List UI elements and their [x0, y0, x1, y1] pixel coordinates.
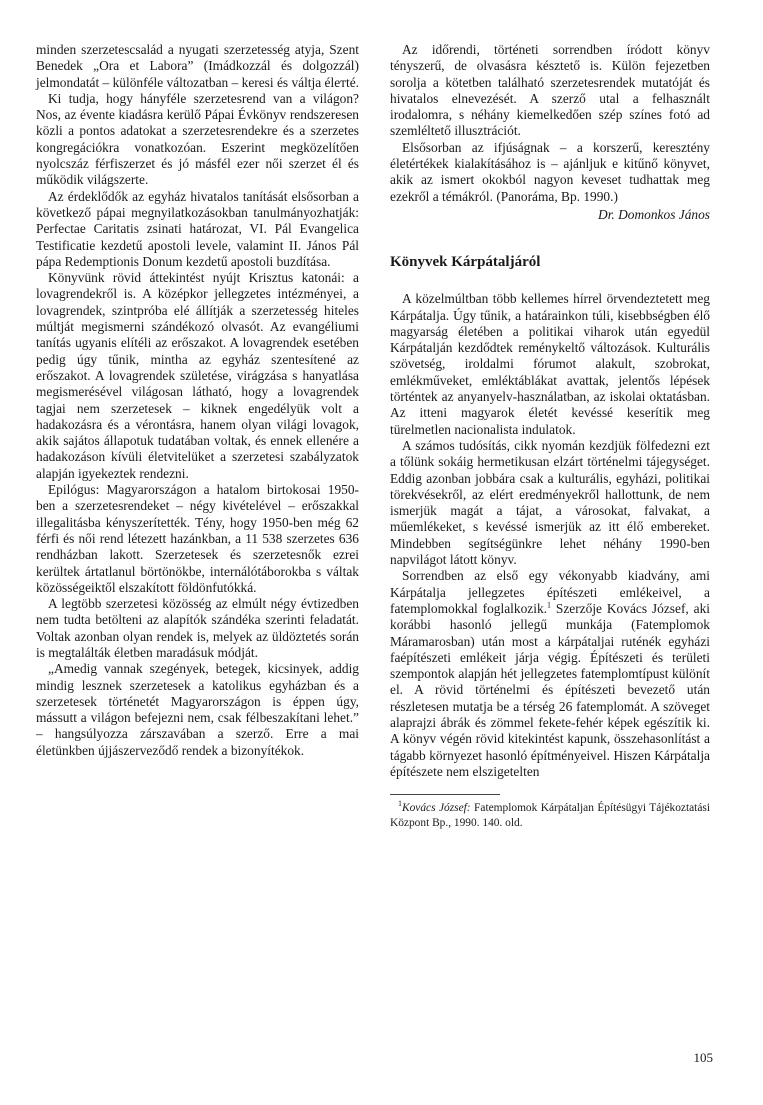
- footnote-number: 1: [398, 799, 402, 809]
- right-paragraph-1: Az időrendi, történeti sorrendben íródott könyv tényszerű, de olvasásra késztető is. Külön fejezetben sorolja a kötetben található szerzetesrendek mutatóját és hivatalos elnevezését. A szerző utal a felhasznált irodalomra, s néhány kiemelkedően szép színes fotó ad szemléltető illusztrációt.: [390, 42, 710, 139]
- right-paragraph-2: Elsősorban az ifjúságnak – a korszerű, keresztény életértékek kialakításához is – ajánljuk e kitűnő könyvet, akik az ismert okokból nagyon keveset tudhattak meg ezekről a témákról. (Panoráma, Bp. 1990.): [390, 139, 710, 204]
- left-paragraph-4: Könyvünk rövid áttekintést nyújt Krisztus katonái: a lovagrendekről is. A középkor jellegzetes intézményei, a lovagrendek, szintpróba elé állítják a szerzetesség hiteles múltját megismerni szándékozó olvasót. Az evangéliumi tanítás ugyanis elítéli az erőszakot. A lovagrendek esetében pedig úgy tűnik, mintha az egyház szentesítené az erőszakot. A lovagrendek születése, virágzása s hanyatlása megismerésével világosan látható, hogy a lovagrendek tagjai nem szerzetesek – kiknek engedélyük volt a hadakozásra és a vérontásra, hanem olyan világi lovagok, akik sajátos állapotuk tudatában voltak, és ennek ellenére a hadakozáson kívüli életvitelüket a szerzetesi szabályzatok alapján igyekeztek rendezni.: [36, 270, 359, 481]
- left-column: [36, 42, 359, 759]
- review-signature: Dr. Domonkos János: [598, 206, 710, 222]
- left-paragraph-1: minden szerzetescsalád a nyugati szerzetesség atyja, Szent Benedek „Ora et Labora” (Imádkozzál és dolgozzál) jelmondatát – különféle változatban – keresi és váltja élетté.: [36, 42, 360, 90]
- right-column: [390, 42, 710, 830]
- right-paragraph-3: A közelmúltban több kellemes hírrel örvendeztetett meg Kárpátalja. Úgy tűnik, a határainkon túli, kisebbségben élő magyarság életében a politikai viharok után egyedül Kárpátalján kezdődtek reménykeltő változások. Kulturális szövetség, iroldalmi fórumot alakult, szobrokat, emlékműveket, emléktáblákat avattak, jelentős lépések történtek az anyanyelv-használatban, az iskolai oktatásban. Az itteni magyarok életét kevéssé keserítik meg türelmetlen nacionalista indulatok.: [390, 291, 710, 437]
- left-paragraph-3: Az érdeklődők az egyház hivatalos tanítását elsősorban a következő pápai megnyilatkozásokban tanulmányozhatják: Perfectae Caritatis zsinati határozat, VI. Pál Evangelica Testificatie kezdetű apostoli levele, valamint II. János Pál pápa Redemptionis Donum kezdetű apostoli buzdítása.: [36, 188, 359, 269]
- section-heading: Könyvek Kárpátaljáról: [390, 254, 541, 271]
- footnote-divider: [390, 794, 500, 795]
- page-number: 105: [693, 1050, 713, 1065]
- left-paragraph-2: Ki tudja, hogy hányféle szerzetesrend van a világon? Nos, az évente kiadásra kerülő Pápai Évkönyv rendszeresen közli a pontos adatokat a szerzetesrendekre és a szerzetes kongregációkra vonatkozóan. Eszerint megközelítően nyolcszáz férfiszerzet és jó másfél ezer női szerzet él és működik világszerte.: [36, 90, 359, 188]
- footnote-text: Fatemplomok Kárpátaljan Építésügyi Tájékoztatási Központ Bp., 1990. 140. old.: [390, 802, 711, 829]
- right-paragraph-5-text: Sorrendben az első egy vékonyabb kiadvány, ami Kárpátalja jellegzetes építészeti emlékeivel, a fatemplomokkal foglalkozik.: [390, 568, 710, 616]
- right-paragraph-4: A számos tudósítás, cikk nyomán kezdjük fölfedezni ezt a tőlünk sokáig hermetikusan elzárt történelmi tájegységet. Eddig azonban jobbára csak a kulturális, egyházi, politikai törekvésekről, az elért eredményekről hallottunk, de nem ismerjük magát a tájat, a városokat, falvakat, a műemlékeket, s kevéssé ismerjük az itt élő embereket. Mindebben segítségünkre lehet néhány 1990-ben napvilágot látott könyv.: [390, 437, 710, 568]
- right-paragraph-5: [390, 568, 710, 780]
- footnote-author: Kovács József:: [402, 802, 471, 815]
- right-paragraph-6-text: Szerzője Kovács József, aki korábbi hasonló jellegű munkája (Fatemplomok Máramarosban) után most a kárpátaljai ruténék egyházi faépítészeti emlékeit járja végig. Építészeti és területi szempontok alapján hét jellegzetes fatemplomtípust különít el. A rövid történelmi és építészeti bevezető után részletesen mutatja be a térség 26 fatemplomát. A szöveget alaprajzi ábrák és zömmel fekete-fehér képek egészítik ki. A könyv végén rövid kitekintést kapunk, összehasonlítást a tágabb környezet hasonló építményeivel. Hiszen Kárpátalja építészete nem elszigetelten: [390, 600, 710, 779]
- footnote-reference: 1: [546, 600, 551, 610]
- left-paragraph-7: „Amedig vannak szegények, betegek, kicsinyek, addig mindig lesznek szerzetesek a katolikus egyházban és a szerzetesek történetét Magyarországon is éppen úgy, mássutt a világon befejezni nem, csak félbeszakítani lehet.” – hangsúlyozza zárszavában a szerző. Erre a mai életünkben újjászerveződő rendek a bizonyítékok.: [36, 661, 359, 758]
- footnote: [390, 801, 710, 830]
- left-paragraph-6: A legtöbb szerzetesi közösség az elmúlt négy évtizedben nem tudta betölteni az alapítók szándéka szerinti feladatát. Voltak azonban olyan rendek is, melyek az üldöztetés során is megtalálták életben maradásuk módját.: [36, 596, 359, 660]
- left-paragraph-5: Epilógus: Magyarországon a hatalom birtokosai 1950-ben a szerzetesrendeket – négy kivételével – erőszakkal illegalitásba kényszerítették. Tény, hogy 1950-ben még 62 férfi és női rend létezett hazánkban, a 11 538 szerzetes 636 rendházban lakott. Szerzetesek és szerzetesnők ezrei kerültek ártatlanul börtönökbe, internálótáborokba s váltak közösségeiktől elszakított földönfutókká.: [36, 482, 359, 595]
